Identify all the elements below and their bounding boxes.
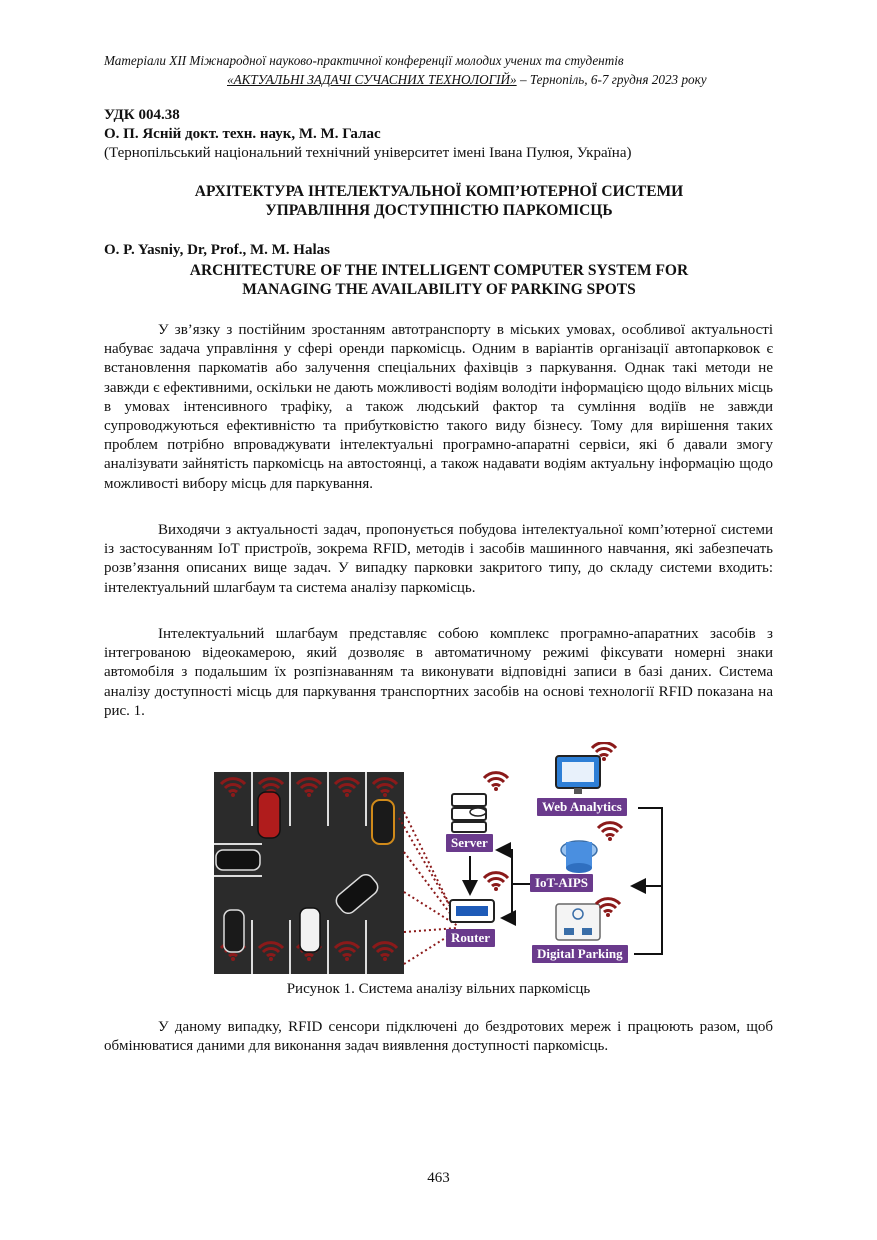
car-icon (224, 910, 244, 952)
wifi-icon (598, 823, 622, 841)
title-en (104, 261, 774, 299)
page-number: 463 (427, 1170, 450, 1186)
network-diagram-icon (556, 904, 600, 940)
figure-caption: Рисунок 1. Система аналізу вільних паркомісць (286, 981, 591, 997)
label-digital-parking: Digital Parking (532, 945, 628, 963)
cloud-database-icon (561, 841, 597, 873)
udk-code: УДК 004.38 (104, 107, 180, 123)
title-ua-line: УПРАВЛІННЯ ДОСТУПНІСТЮ ПАРКОМІСЦЬ (265, 202, 613, 219)
parking-lot (214, 772, 404, 974)
paragraph: Виходячи з актуальності задач, пропонується побудова інтелектуальної комп’ютерної системи із застосуванням IoT пристроїв, зокрема RFID, методів і засобів машинного навчання, які забезпечать розв’язання описаних вище задач. У випадку парковки закритого типу, до складу системи входить: інтелектуальний шлагбаум та система аналізу паркомісць. (104, 522, 773, 596)
figure-parking-system (214, 742, 668, 974)
paragraph: У даному випадку, RFID сенсори підключені до бездротових мереж і працюють разом, щоб обмінюватися даними для виконання задач виявлення доступності паркомісць. (104, 1019, 773, 1055)
conference-place-date: – Тернопіль, 6-7 грудня 2023 року (516, 72, 707, 87)
paragraph: Інтелектуальний шлагбаум представляє собою комплекс програмно-апаратних засобів з інтегрованою відеокамерою, який дозволяє в автоматичному режимі фіксувати номерні знаки автомобіля з подальшим їх розпізнаванням та виконувати відповідні записи в базі даних. Система аналізу доступності місць для паркування транспортних засобів на основі технології RFID показана на рис. 1. (104, 626, 773, 719)
wifi-icon (484, 773, 508, 791)
label-web-analytics: Web Analytics (537, 798, 627, 816)
label-iot-aips: IoT-AIPS (530, 874, 593, 892)
conference-header-line2 (227, 71, 707, 89)
authors-en: O. P. Yasniy, Dr, Prof., M. M. Halas (104, 242, 330, 258)
car-icon (216, 850, 260, 870)
router-icon (450, 900, 494, 922)
monitor-icon (556, 756, 600, 794)
title-ua (104, 182, 774, 220)
affiliation: (Тернопільський національний технічний університет імені Івана Пулюя, Україна) (104, 145, 632, 161)
paragraph: У зв’язку з постійним зростанням автотранспорту в міських умовах, особливої актуальності набуває задача управління у сфері оренди паркомісць. Одним в варіантів організації автопарковок є встановлення паркоматів або залучення спеціальних фахівців з паркування. Однак такі методи не завжди є ефективними, оскільки не дають можливості водіям володіти інформацією щодо вільних місць в умовах інтенсивного трафіку, а також людський фактор та сумління водіїв не завжди супроводжуються ефективністю та прибутковістю такого виду бізнесу. Тому для вирішення таких проблем потрібно впроваджувати інтелектуальні програмно-апаратні сервіси, які б давали змогу аналізувати зайнятість паркомісць на автостоянці, а також надавати водіям актуальну інформацію щодо можливості вибору місць для паркування. (104, 322, 773, 492)
title-en-line: MANAGING THE AVAILABILITY OF PARKING SPOTS (242, 281, 636, 298)
conference-header-line1: Матеріали XII Міжнародної науково-практичної конференції молодих учених та студентів (104, 53, 624, 68)
wifi-icon (484, 873, 508, 891)
label-server: Server (446, 834, 493, 852)
authors-ua: О. П. Ясній докт. техн. наук, М. М. Галас (104, 126, 381, 142)
figure-diagram (214, 742, 668, 974)
conference-name: «АКТУАЛЬНІ ЗАДАЧІ СУЧАСНИХ ТЕХНОЛОГІЙ» (227, 72, 517, 87)
label-router: Router (446, 929, 495, 947)
title-ua-line: АРХІТЕКТУРА ІНТЕЛЕКТУАЛЬНОЇ КОМП’ЮТЕРНОЇ СИСТЕМИ (194, 183, 684, 200)
title-en-line: ARCHITECTURE OF THE INTELLIGENT COMPUTER SYSTEM FOR (189, 262, 689, 279)
server-icon (452, 794, 486, 832)
car-icon (300, 908, 320, 952)
car-icon (258, 792, 280, 838)
car-icon (372, 800, 394, 844)
